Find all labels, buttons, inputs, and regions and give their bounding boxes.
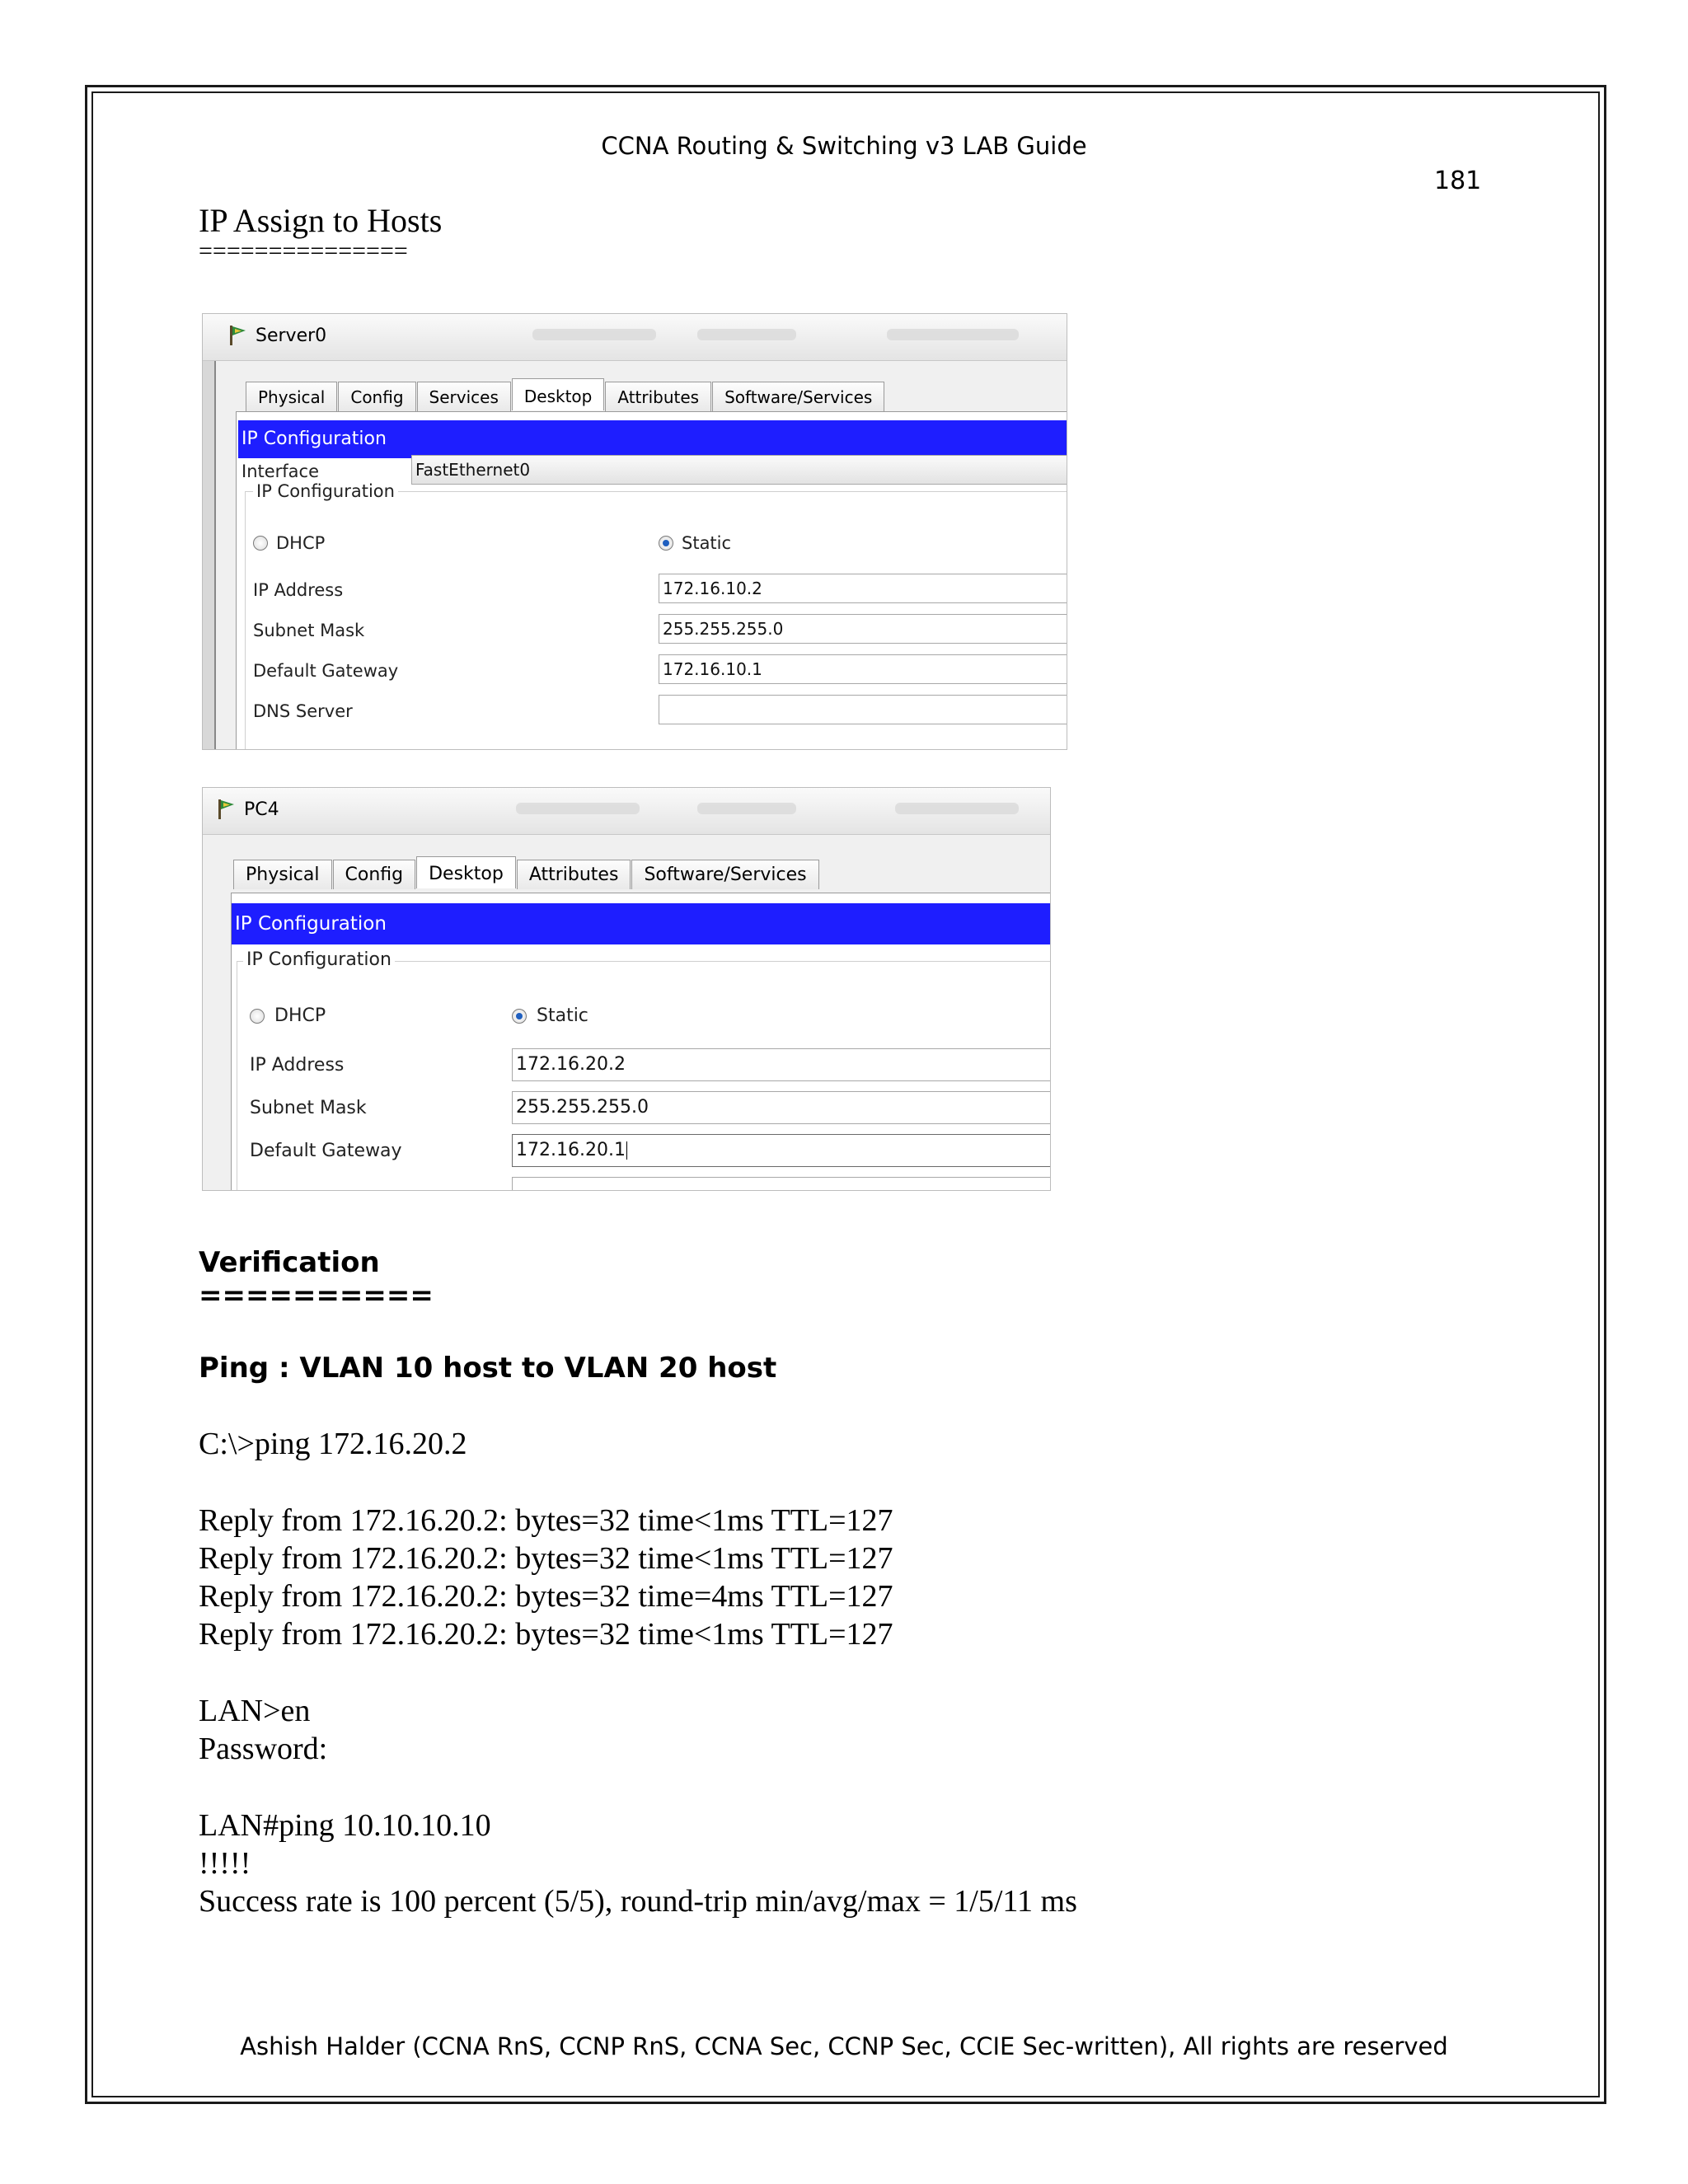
- dhcp-label: DHCP: [276, 533, 326, 553]
- tab-desktop[interactable]: Desktop: [512, 378, 604, 410]
- default-gateway-label: Default Gateway: [250, 1141, 402, 1161]
- default-gateway-label: Default Gateway: [253, 661, 399, 681]
- page-number: 181: [1434, 166, 1482, 195]
- next-field-edge: [512, 1177, 1051, 1191]
- group-label: IP Configuration: [253, 481, 398, 501]
- subnet-mask-field[interactable]: 255.255.255.0: [512, 1091, 1051, 1124]
- server0-config-window: [202, 313, 1067, 750]
- success-rate-line: Success rate is 100 percent (5/5), round-trip min/avg/max = 1/5/11 ms: [199, 1884, 1077, 1919]
- static-label: Static: [537, 1005, 588, 1026]
- subnet-mask-label: Subnet Mask: [250, 1098, 367, 1118]
- packet-tracer-icon: [216, 798, 237, 821]
- default-gateway-field[interactable]: [512, 1134, 1051, 1167]
- ip-address-field[interactable]: 172.16.20.2: [512, 1048, 1051, 1081]
- password-prompt: Password:: [199, 1732, 328, 1766]
- dhcp-label: DHCP: [274, 1005, 326, 1026]
- window-title: Server0: [256, 326, 327, 346]
- static-radio[interactable]: [512, 1009, 527, 1024]
- tab-config[interactable]: Config: [333, 860, 416, 889]
- tab-physical[interactable]: Physical: [246, 382, 337, 411]
- cmd-ping-vlan20: C:\>ping 172.16.20.2: [199, 1427, 467, 1461]
- ip-address-field[interactable]: 172.16.10.2: [659, 574, 1067, 603]
- reply-line-4: Reply from 172.16.20.2: bytes=32 time<1ms TTL=127: [199, 1617, 893, 1652]
- static-radio[interactable]: [659, 536, 673, 551]
- reply-line-2: Reply from 172.16.20.2: bytes=32 time<1ms TTL=127: [199, 1541, 893, 1576]
- interface-select[interactable]: FastEthernet0: [411, 455, 1067, 485]
- tab-config[interactable]: Config: [338, 382, 415, 411]
- pc4-config-window: [202, 787, 1051, 1191]
- default-gateway-field[interactable]: 172.16.10.1: [659, 654, 1067, 684]
- subnet-mask-field[interactable]: 255.255.255.0: [659, 614, 1067, 644]
- dns-server-label: DNS Server: [253, 701, 353, 721]
- ip-address-label: IP Address: [250, 1055, 345, 1076]
- ping-heading: Ping : VLAN 10 host to VLAN 20 host: [199, 1352, 777, 1385]
- tab-attributes[interactable]: Attributes: [517, 860, 631, 889]
- tab-bar: [246, 382, 885, 411]
- interface-label: Interface: [241, 462, 320, 481]
- page-footer: Ashish Halder (CCNA RnS, CCNP RnS, CCNA Sec, CCNP Sec, CCIE Sec-written), All rights are reserved: [240, 2032, 1448, 2060]
- section-title-underline: ===============: [199, 237, 408, 265]
- tab-physical[interactable]: Physical: [233, 860, 332, 889]
- dhcp-radio[interactable]: [253, 536, 268, 551]
- cmd-ping-10: LAN#ping 10.10.10.10: [199, 1808, 491, 1843]
- cmd-enable: LAN>en: [199, 1694, 311, 1728]
- tab-desktop[interactable]: Desktop: [416, 856, 516, 888]
- tab-services[interactable]: Services: [417, 382, 511, 411]
- text-cursor: [626, 1141, 627, 1160]
- dhcp-radio[interactable]: [250, 1009, 265, 1024]
- tab-software-services[interactable]: Software/Services: [631, 860, 818, 889]
- verification-underline: ==========: [199, 1279, 434, 1312]
- window-titlebar: [203, 788, 1050, 835]
- section-title: IP Assign to Hosts: [199, 202, 443, 239]
- window-titlebar: [203, 314, 1067, 361]
- tab-attributes[interactable]: Attributes: [605, 382, 711, 411]
- group-label: IP Configuration: [243, 949, 395, 970]
- ip-config-title-bar: IP Configuration: [238, 420, 1067, 458]
- ip-address-label: IP Address: [253, 580, 344, 600]
- subnet-mask-label: Subnet Mask: [253, 621, 365, 640]
- desktop-panel: [231, 893, 1051, 1191]
- window-left-edge: [203, 314, 216, 749]
- default-gateway-value: 172.16.20.1: [516, 1140, 626, 1160]
- reply-line-1: Reply from 172.16.20.2: bytes=32 time<1ms TTL=127: [199, 1503, 893, 1538]
- ping-success-marks: !!!!!: [199, 1846, 251, 1881]
- desktop-panel: [236, 411, 1067, 750]
- static-label: Static: [682, 533, 732, 553]
- running-header: CCNA Routing & Switching v3 LAB Guide: [601, 132, 1087, 160]
- dns-server-field[interactable]: [659, 695, 1067, 724]
- packet-tracer-icon: [227, 324, 249, 347]
- ip-config-title-bar: IP Configuration: [232, 903, 1051, 944]
- tab-software-services[interactable]: Software/Services: [712, 382, 884, 411]
- reply-line-3: Reply from 172.16.20.2: bytes=32 time=4ms TTL=127: [199, 1579, 893, 1614]
- verification-title: Verification: [199, 1246, 380, 1279]
- tab-bar: [233, 860, 820, 889]
- window-title: PC4: [244, 799, 279, 820]
